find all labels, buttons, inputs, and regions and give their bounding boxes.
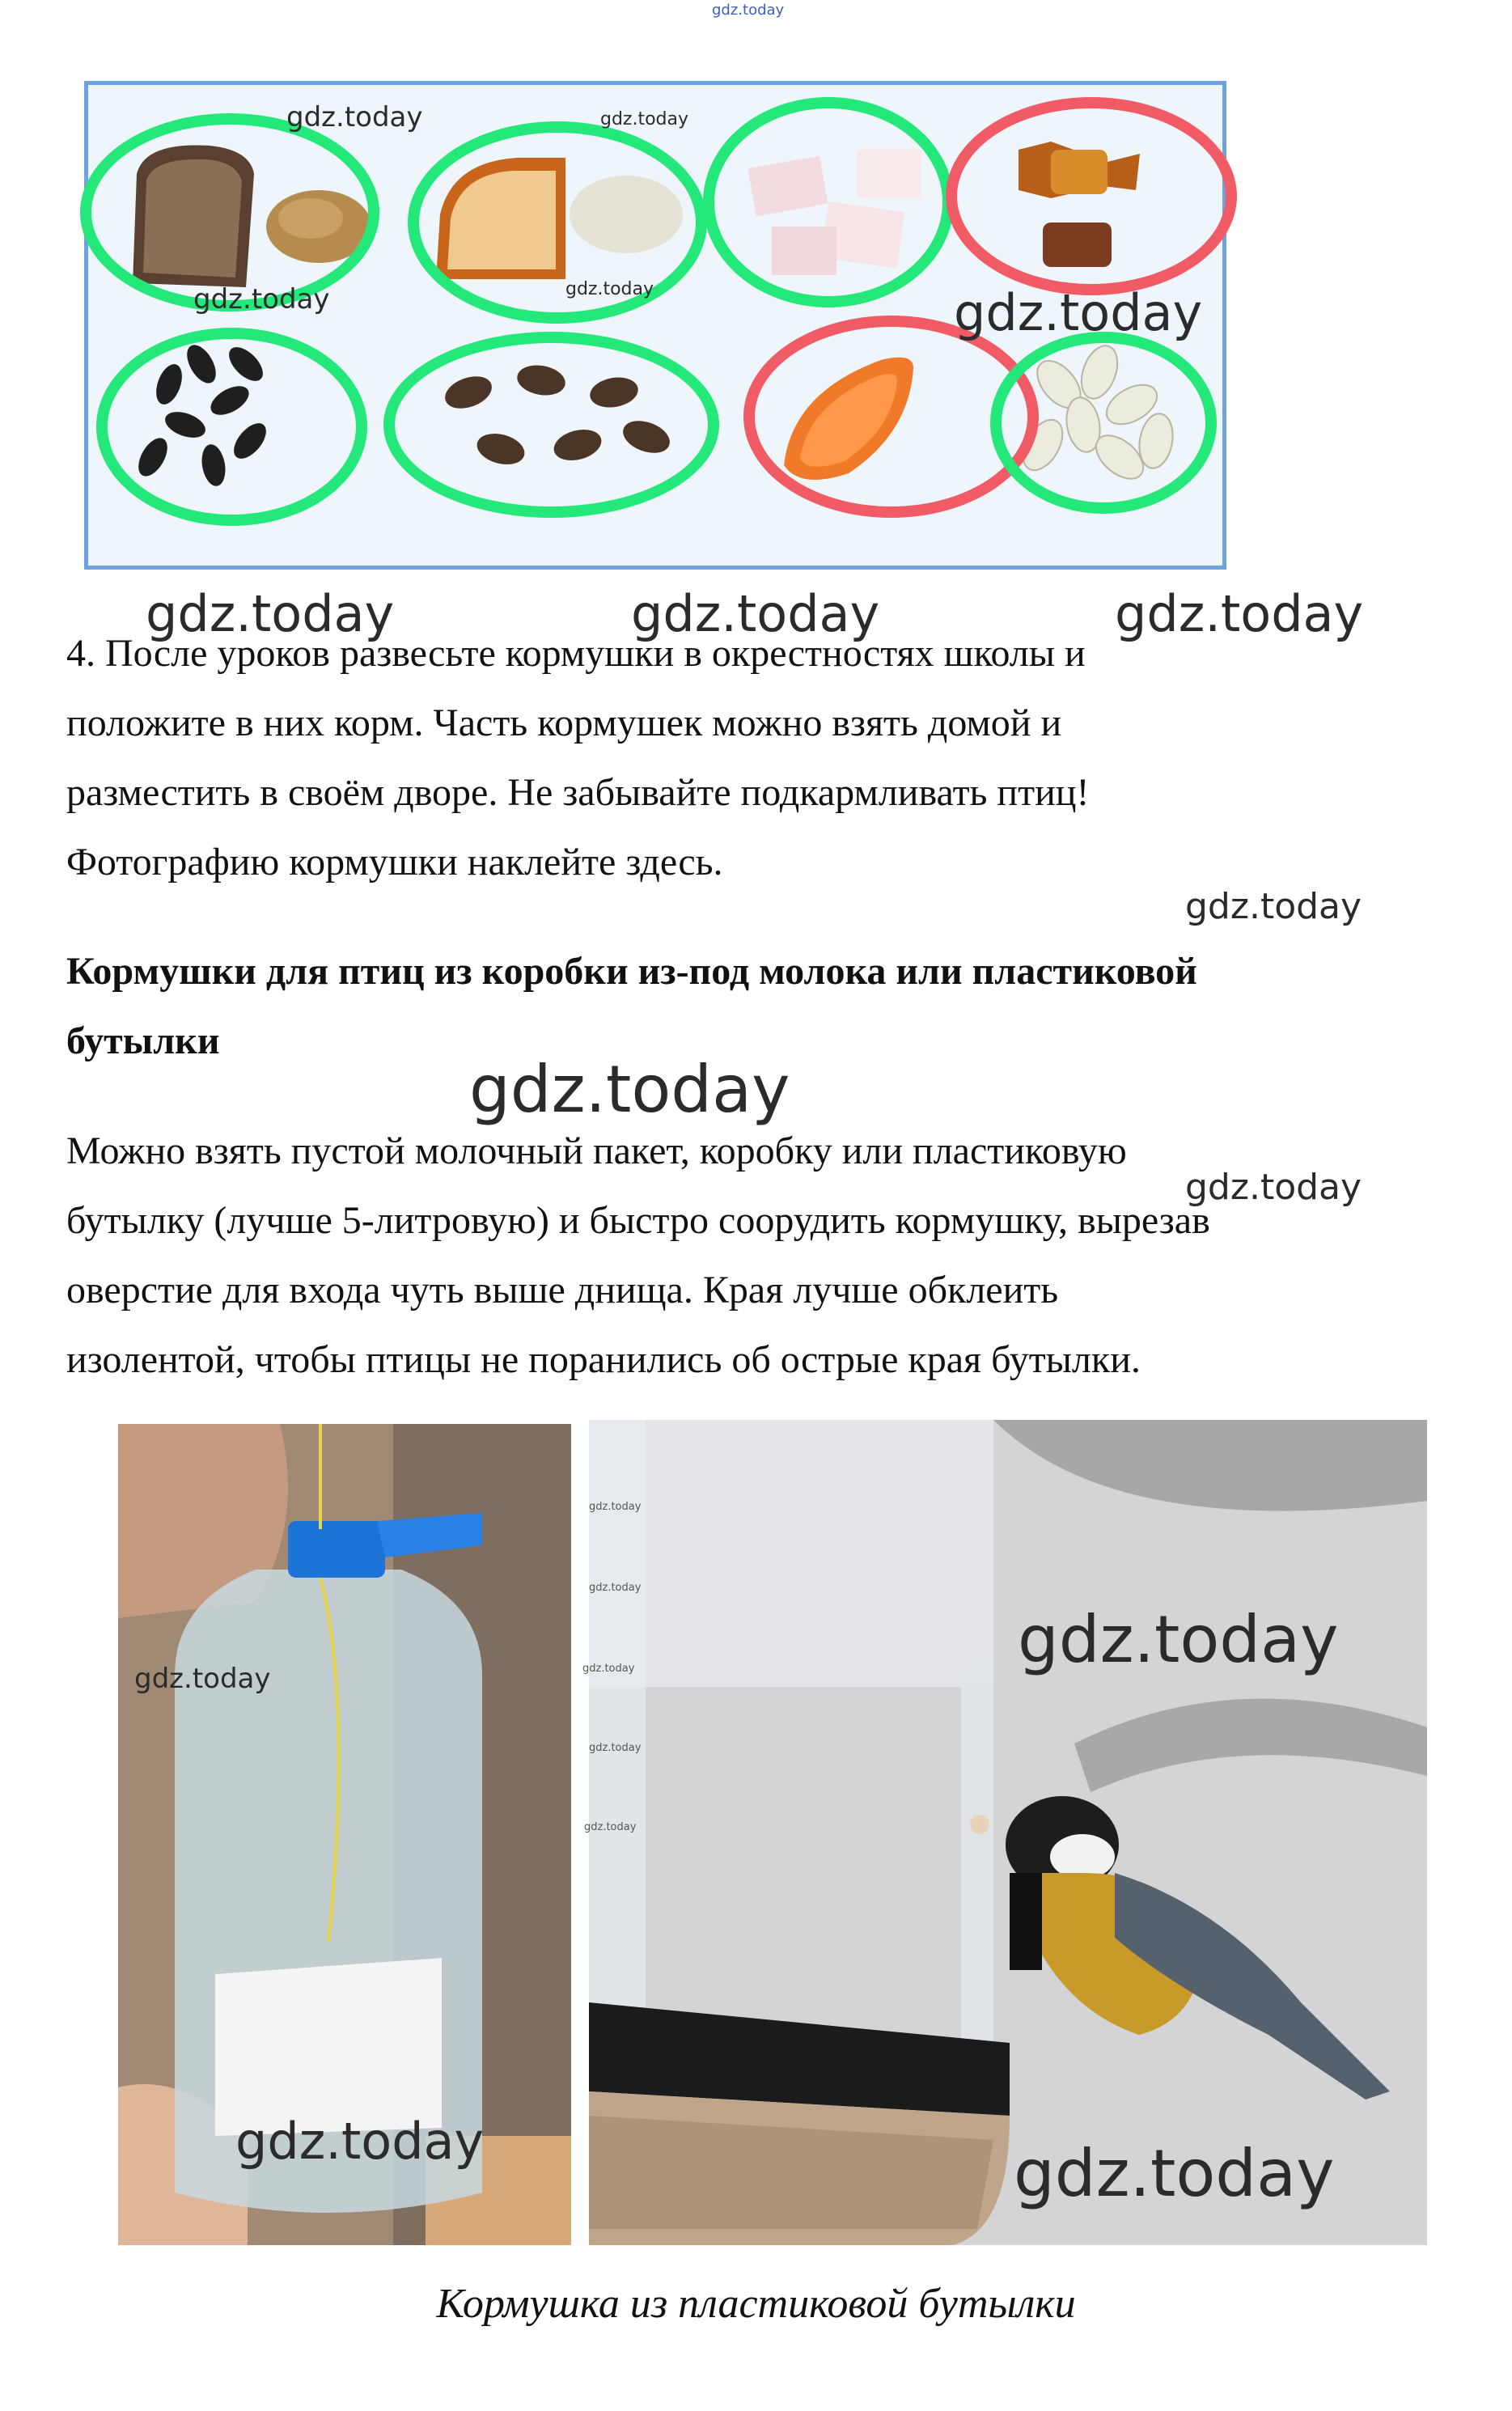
photo-caption: Кормушка из пластиковой бутылки [436,2281,1076,2327]
watermark: gdz.today [565,279,654,299]
task-line-4: Фотографию кормушки наклейте здесь. [66,841,723,883]
green-ring-brown-bread [80,113,379,311]
watermark: gdz.today [600,109,689,129]
watermark: gdz.today [469,1052,790,1127]
watermark: gdz.today [582,1663,635,1675]
green-ring-salo [703,97,954,307]
red-ring-candies [946,97,1237,295]
task-line-1: 4. После уроков развесьте кормушки в окрестностях школы и [66,632,1086,675]
watermark: gdz.today [1018,1602,1339,1677]
watermark: gdz.today [584,1821,637,1833]
bird-feeder-photo [582,1420,1427,2245]
watermark: gdz.today [235,2112,485,2171]
task-paragraph [66,619,1458,897]
section-body-line-2: бутылку (лучше 5-литровую) и быстро соорудить кормушку, вырезав [66,1199,1210,1242]
section-body-line-1: Можно взять пустой молочный пакет, коробку или пластиковую [66,1129,1127,1172]
task-line-3: разместить в своём дворе. Не забывайте подкармливать птиц! [66,771,1090,814]
watermark: gdz.today [631,584,880,643]
bird-feeder-illustration [589,1420,1427,2245]
bird-food-panel [84,81,1226,570]
task-line-2: положите в них корм. Часть кормушек можно взять домой и [66,701,1062,744]
green-ring-white-bread [408,121,707,324]
watermark: gdz.today [1185,1167,1362,1208]
section-title-line-2: бутылки [66,1019,220,1062]
green-ring-sunflower-seeds [96,328,367,526]
watermark: gdz.today [146,584,395,643]
watermark: gdz.today [286,101,423,133]
watermark: gdz.today [1115,584,1364,643]
bottle-feeder-photo [118,1424,571,2245]
watermark: gdz.today [1014,2136,1335,2211]
section-body [66,1117,1458,1395]
watermark: gdz.today [1185,886,1362,927]
watermark: gdz.today [134,1663,271,1695]
watermark: gdz.today [589,1501,642,1513]
watermark: gdz.today [589,1742,642,1754]
top-watermark: gdz.today [712,2,785,19]
watermark: gdz.today [589,1582,642,1594]
watermark: gdz.today [954,283,1203,342]
watermark: gdz.today [193,283,330,316]
section-body-line-4: изолентой, чтобы птицы не поранились об острые края бутылки. [66,1338,1141,1381]
section-body-line-3: оверстие для входа чуть выше днища. Края лучше обклеить [66,1269,1059,1311]
section-title-line-1: Кормушки для птиц из коробки из-под молока или пластиковой [66,950,1197,993]
green-ring-pumpkin-seeds [990,332,1217,514]
green-ring-watermelon-seeds [383,332,719,518]
